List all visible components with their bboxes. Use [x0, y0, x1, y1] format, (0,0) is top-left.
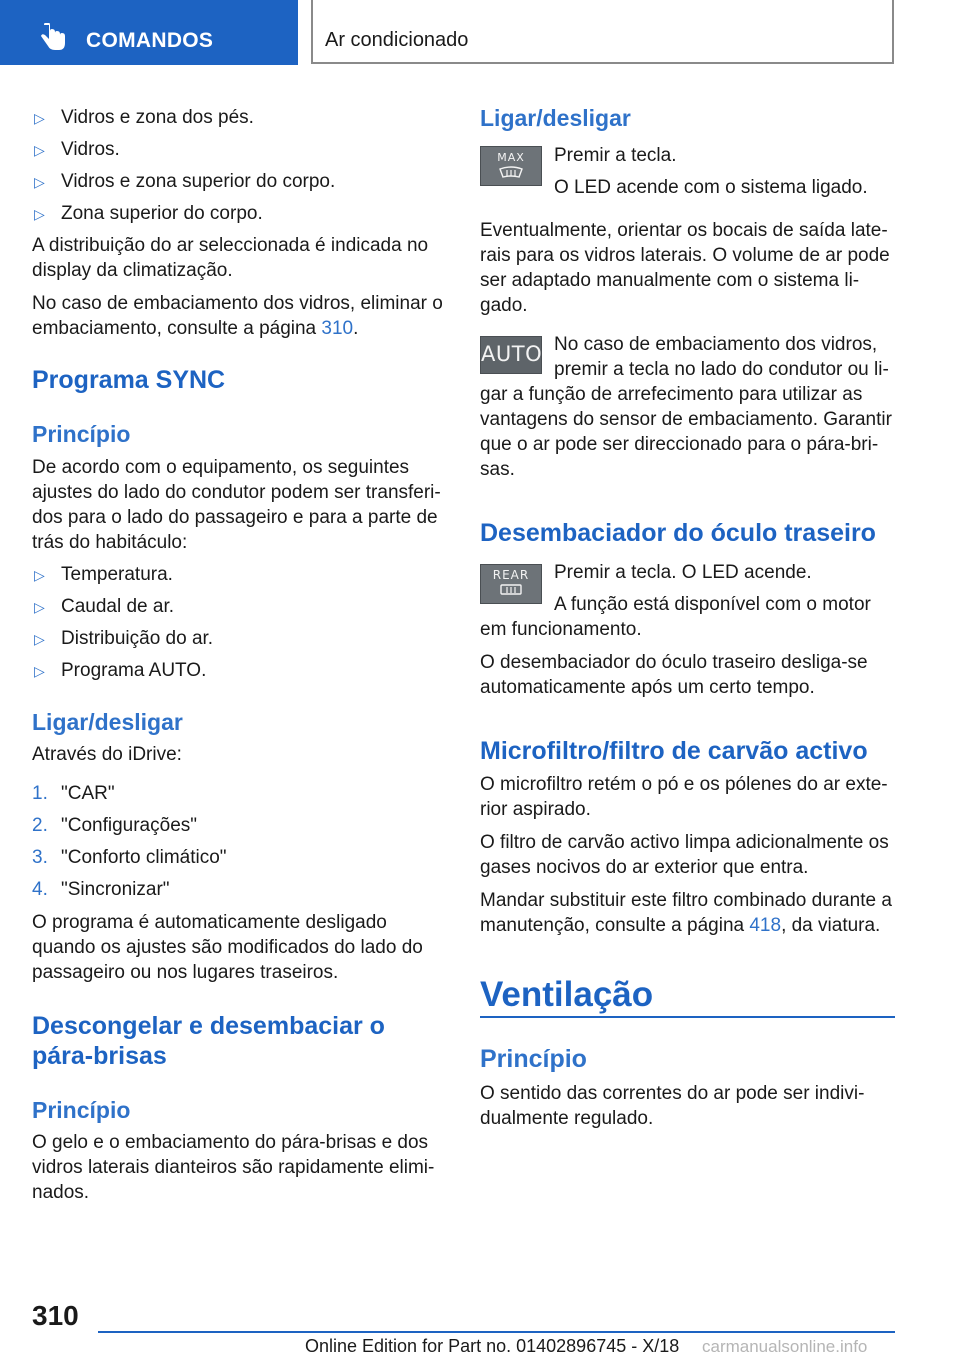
heading-principio: Princípio [32, 421, 131, 447]
paragraph-line: passageiro ou nos lugares traseiros. [32, 962, 339, 983]
paragraph-line: gado. [480, 295, 528, 316]
heading-principio: Princípio [32, 1097, 131, 1123]
heading-ventilacao: Ventilação [480, 975, 654, 1014]
paragraph-line: O filtro de carvão activo limpa adicionalmente os [480, 832, 889, 853]
hand-pointer-icon [40, 23, 68, 53]
paragraph-line [32, 316, 358, 342]
paragraph-line: gases nocivos do ar exterior que entra. [480, 857, 809, 878]
paragraph-line: No caso de embaciamento dos vidros, [554, 334, 878, 355]
paragraph-line: De acordo com o equipamento, os seguintes [32, 457, 410, 478]
paragraph-line: No caso de embaciamento dos vidros, eliminar o [32, 293, 443, 314]
list-item: Temperatura. [61, 564, 173, 585]
paragraph-text: . [353, 318, 359, 339]
list-item: Vidros e zona superior do corpo. [61, 171, 336, 192]
paragraph-text: manutenção, consulte a página [480, 915, 750, 936]
rear-defrost-button-image [480, 564, 542, 604]
paragraph-line: Premir a tecla. [554, 145, 677, 166]
heading-descongelar: Descongelar e desembaciar o [32, 1012, 385, 1040]
bullet-triangle-icon: ▷ [34, 174, 45, 190]
paragraph-line: Mandar substituir este filtro combinado durante a [480, 890, 892, 911]
paragraph-line: O LED acende com o sistema ligado. [554, 177, 868, 198]
paragraph-line: Através do iDrive: [32, 744, 182, 765]
heading-desembaciador: Desembaciador do óculo traseiro [480, 519, 876, 547]
step-number: 3. [32, 847, 48, 868]
paragraph-line: trás do habitáculo: [32, 532, 188, 553]
auto-label: AUTO [481, 342, 543, 366]
bullet-triangle-icon: ▷ [34, 206, 45, 222]
auto-button-image [480, 336, 542, 374]
step-item: "Sincronizar" [61, 879, 170, 900]
paragraph-line: ser adaptado manualmente com o sistema li- [480, 270, 860, 291]
max-defrost-button-image [480, 146, 542, 186]
paragraph-line: gar a função de arrefecimento para utilizar as [480, 384, 863, 405]
chapter-title: Ar condicionado [325, 29, 469, 51]
bullet-triangle-icon: ▷ [34, 142, 45, 158]
list-item: Vidros. [61, 139, 120, 160]
paragraph-line: Premir a tecla. O LED acende. [554, 562, 812, 583]
paragraph-line: A função está disponível com o motor [554, 594, 871, 615]
paragraph-line: O microfiltro retém o pó e os pólenes do ar exte- [480, 774, 888, 795]
paragraph-line [480, 913, 880, 939]
paragraph-line: Eventualmente, orientar os bocais de saída late- [480, 220, 888, 241]
paragraph-line: automaticamente após um certo tempo. [480, 677, 815, 698]
step-number: 4. [32, 879, 48, 900]
paragraph-line: A distribuição do ar seleccionada é indicada no [32, 235, 429, 256]
paragraph-line: dualmente regulado. [480, 1108, 654, 1129]
paragraph-text: embaciamento, consulte a página [32, 318, 322, 339]
heading-ligar-desligar: Ligar/desligar [32, 709, 183, 735]
list-item: Caudal de ar. [61, 596, 175, 617]
paragraph-line: em funcionamento. [480, 619, 642, 640]
section-label: COMANDOS [86, 29, 214, 52]
max-label: MAX [497, 151, 525, 164]
section-tab[interactable] [0, 0, 298, 65]
paragraph-line: O gelo e o embaciamento do pára-brisas e dos [32, 1132, 429, 1153]
paragraph-line: O sentido das correntes do ar pode ser indivi- [480, 1083, 865, 1104]
paragraph-line: vidros laterais dianteiros são rapidamente elimi- [32, 1157, 435, 1178]
paragraph-line: rais para os vidros laterais. O volume de ar pode [480, 245, 890, 266]
step-item: "Conforto climático" [61, 847, 227, 868]
paragraph-line: dos para o lado do passageiro e para a parte de [32, 507, 438, 528]
paragraph-line: display da climatização. [32, 260, 233, 281]
step-number: 1. [32, 783, 48, 804]
paragraph-line: que o ar pode ser direccionado para o pára-bri- [480, 434, 879, 455]
list-item: Distribuição do ar. [61, 628, 214, 649]
bullet-triangle-icon: ▷ [34, 599, 45, 615]
step-item: "CAR" [61, 783, 115, 804]
page-number: 310 [32, 1300, 79, 1331]
heading-ligar-desligar: Ligar/desligar [480, 105, 631, 131]
rear-window-defrost-icon [498, 583, 524, 597]
heading-descongelar-line2: pára-brisas [32, 1042, 167, 1070]
page-link-418[interactable]: 418 [749, 915, 782, 936]
paragraph-line: premir a tecla no lado do condutor ou li- [554, 359, 889, 380]
paragraph-line: nados. [32, 1182, 90, 1203]
list-item: Programa AUTO. [61, 660, 207, 681]
paragraph-line: ajustes do lado do condutor podem ser transferi- [32, 482, 441, 503]
paragraph-line: vantagens do sensor de embaciamento. Garantir [480, 409, 892, 430]
list-item: Vidros e zona dos pés. [61, 107, 254, 128]
paragraph-line: quando os ajustes são modificados do lado do [32, 937, 423, 958]
footer-edition: Online Edition for Part no. 01402896745 - X/18 [305, 1336, 680, 1356]
rear-label: REAR [492, 568, 530, 582]
page-link-310[interactable]: 310 [321, 318, 354, 339]
bullet-triangle-icon: ▷ [34, 110, 45, 126]
footer-divider [98, 1331, 895, 1333]
list-item: Zona superior do corpo. [61, 203, 263, 224]
chapter-header [311, 0, 894, 64]
heading-principio: Princípio [480, 1045, 587, 1073]
paragraph-line: O desembaciador do óculo traseiro desliga-se [480, 652, 868, 673]
heading-sync: Programa SYNC [32, 366, 226, 394]
bullet-triangle-icon: ▷ [34, 567, 45, 583]
windshield-defrost-icon [498, 165, 524, 179]
bullet-triangle-icon: ▷ [34, 663, 45, 679]
section-divider [480, 1016, 895, 1018]
paragraph-line: rior aspirado. [480, 799, 591, 820]
bullet-triangle-icon: ▷ [34, 631, 45, 647]
step-number: 2. [32, 815, 48, 836]
paragraph-text: , da viatura. [781, 915, 881, 936]
paragraph-line: O programa é automaticamente desligado [32, 912, 387, 933]
paragraph-line: sas. [480, 459, 515, 480]
heading-microfiltro: Microfiltro/filtro de carvão activo [480, 737, 868, 765]
footer-watermark: carmanualsonline.info [702, 1337, 868, 1356]
step-item: "Configurações" [61, 815, 198, 836]
